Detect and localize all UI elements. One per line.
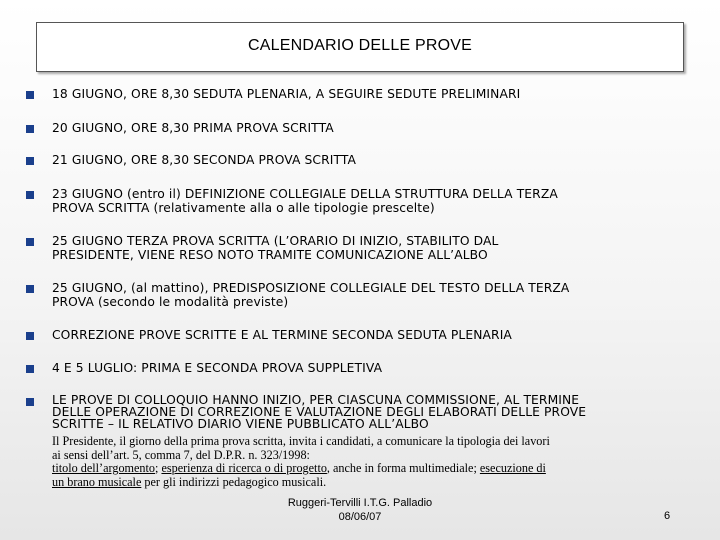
footer-date: 08/06/07 [338,511,382,523]
bullet-icon [26,191,34,199]
item-line: DELLE OPERAZIONE DI CORREZIONE E VALUTAZIONE DEGLI ELABORATI DELLE PROVE [52,405,587,419]
page-number: 6 [664,510,671,522]
note-line [52,476,682,490]
bullet-icon [26,285,34,293]
list-item [52,328,662,342]
item-line: PROVA (secondo le modalità previste) [52,295,289,309]
list-item [52,281,662,309]
music-type: esecuzione di [479,461,546,475]
music-type: un brano musicale [52,474,142,489]
note-text: , anche in forma multimediale; [326,461,480,475]
bullet-icon [26,91,34,99]
item-line: PROVA SCRITTA (relativamente alla o alle tipologie prescelte) [52,201,435,215]
item-line: LE PROVE DI COLLOQUIO HANNO INIZIO, PER CIASCUNA COMMISSIONE, AL TERMINE [52,393,580,407]
list-item [52,187,662,215]
list-item [52,153,662,167]
item-line: 23 GIUGNO (entro il) DEFINIZIONE COLLEGIALE DELLA STRUTTURA DELLA TERZA [52,187,558,201]
bullet-icon [26,365,34,373]
list-item [52,394,662,430]
bullet-icon [26,398,34,406]
item-line: 25 GIUGNO, (al mattino), PREDISPOSIZIONE COLLEGIALE DEL TESTO DELLA TERZA [52,281,570,295]
president-note [52,435,682,489]
title-box [36,22,684,72]
list-item [52,87,662,101]
research-type: esperienza di ricerca o di progetto [161,461,327,475]
item-line: 25 GIUGNO TERZA PROVA SCRITTA (L’ORARIO DI INIZIO, STABILITO DAL [52,234,499,248]
bullet-icon [26,157,34,165]
bullet-icon [26,125,34,133]
bullet-icon [26,332,34,340]
list-item [52,234,662,262]
bullet-icon [26,238,34,246]
note-text: per gli indirizzi pedagogico musicali. [141,474,327,489]
item-line: SCRITTE – IL RELATIVO DIARIO VIENE PUBBLICATO ALL’ALBO [52,417,429,431]
footer-author: Ruggeri-Tervilli I.T.G. Palladio [287,497,433,509]
item-line: 18 GIUGNO, ORE 8,30 SEDUTA PLENARIA, A SEGUIRE SEDUTE PRELIMINARI [52,87,521,101]
item-line: 21 GIUGNO, ORE 8,30 SECONDA PROVA SCRITTA [52,153,357,167]
item-line: PRESIDENTE, VIENE RESO NOTO TRAMITE COMUNICAZIONE ALL’ALBO [52,248,488,262]
note-line: ai sensi dell’art. 5, comma 7, del D.P.R. n. 323/1998: [52,447,310,462]
item-line: CORREZIONE PROVE SCRITTE E AL TERMINE SECONDA SEDUTA PLENARIA [52,328,512,342]
topic-type: titolo dell’argomento [52,461,156,475]
item-line: 20 GIUGNO, ORE 8,30 PRIMA PROVA SCRITTA [52,121,334,135]
list-item [52,121,662,135]
note-line: Il Presidente, il giorno della prima prova scritta, invita i candidati, a comunicare la tipologia dei lavori [52,434,550,448]
list-item [52,361,662,375]
item-line: 4 E 5 LUGLIO: PRIMA E SECONDA PROVA SUPPLETIVA [52,361,383,375]
slide-title: CALENDARIO DELLE PROVE [247,37,473,54]
separator: ; [155,461,162,475]
note-line [52,462,682,476]
